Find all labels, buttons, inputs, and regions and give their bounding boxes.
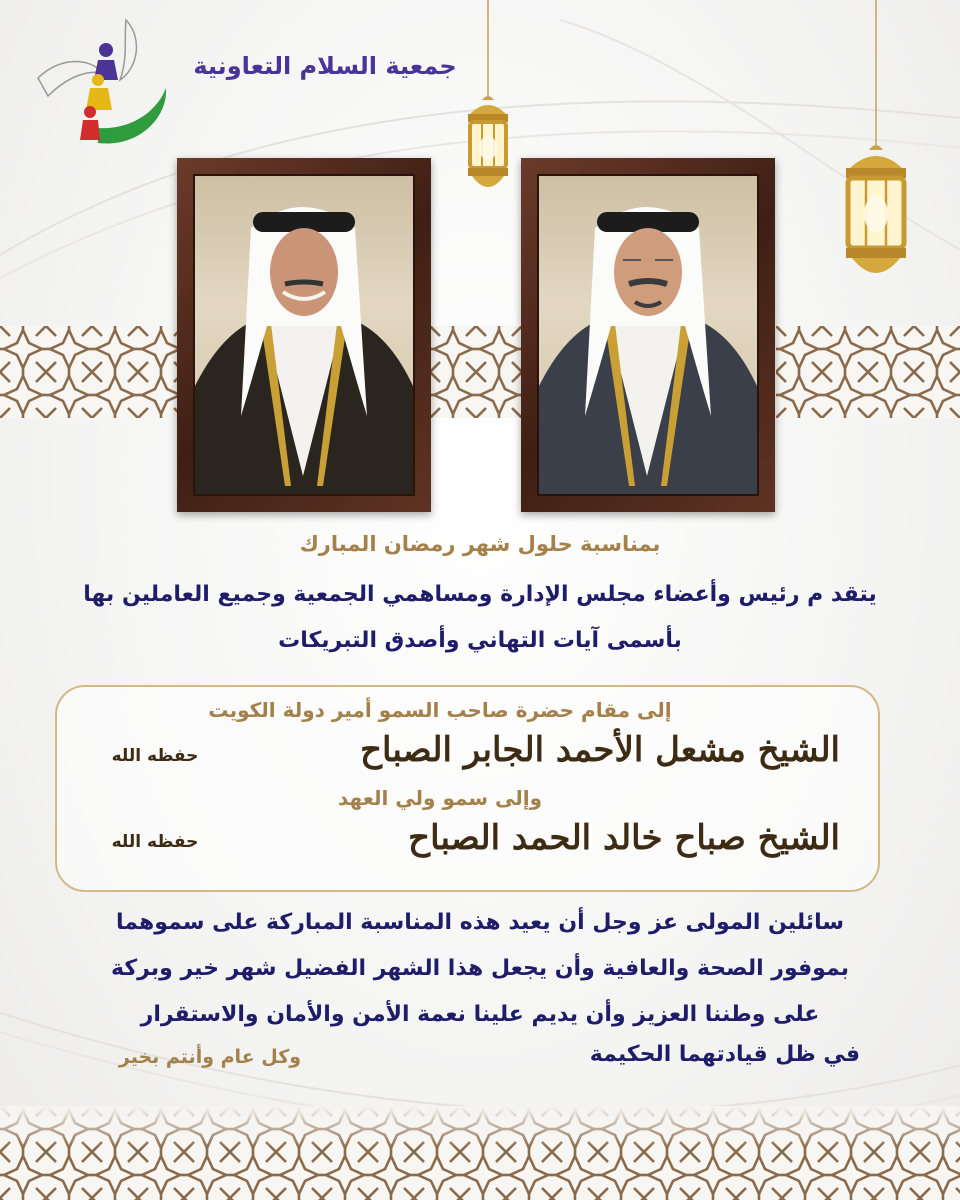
- to-crown-prince-line: وإلى سمو ولي العهد: [337, 786, 543, 810]
- geometric-pattern-band-middle: [430, 326, 522, 418]
- geometric-pattern-band-left: [0, 326, 180, 418]
- portrait-frame-left: [177, 158, 431, 512]
- closing-wish: وكل عام وأنتم بخير: [118, 1046, 302, 1068]
- prayer-line-4: في ظل قيادتهما الحكيمة: [589, 1042, 860, 1067]
- portrait-photo: [193, 174, 415, 496]
- amir-blessing: حفظه الله: [111, 746, 199, 766]
- to-amir-line: إلى مقام حضرة صاحب السمو أمير دولة الكويت: [208, 698, 672, 722]
- occasion-heading: بمناسبة حلول شهر رمضان المبارك: [299, 532, 661, 556]
- amir-name: الشيخ مشعل الأحمد الجابر الصباح: [360, 730, 840, 770]
- prayer-line-1: سائلين المولى عز وجل أن يعيد هذه المناسبة المباركة على سموهما: [116, 910, 844, 935]
- geometric-pattern-band-bottom: [0, 1106, 960, 1200]
- organization-name: جمعية السلام التعاونية: [193, 52, 457, 80]
- prayer-line-3: على وطننا العزيز وأن يديم علينا نعمة الأمن والأمان والاستقرار: [140, 1002, 820, 1027]
- crown-prince-blessing: حفظه الله: [111, 832, 199, 852]
- portrait-frame-right: [521, 158, 775, 512]
- intro-line-1: يتقد م رئيس وأعضاء مجلس الإدارة ومساهمي الجمعية وجميع العاملين بها: [83, 582, 877, 607]
- crescent-lantern-icon: [836, 0, 916, 294]
- portrait-photo: [537, 174, 759, 496]
- crown-prince-name: الشيخ صباح خالد الحمد الصباح: [408, 818, 840, 858]
- crescent-lantern-icon: [456, 0, 520, 204]
- geometric-pattern-band-right: [776, 326, 960, 418]
- intro-line-2: بأسمى آيات التهاني وأصدق التبريكات: [278, 628, 682, 653]
- people-dove-logo-icon: [28, 18, 178, 148]
- prayer-line-2: بموفور الصحة والعافية وأن يجعل هذا الشهر الفضيل شهر خير وبركة: [111, 956, 849, 981]
